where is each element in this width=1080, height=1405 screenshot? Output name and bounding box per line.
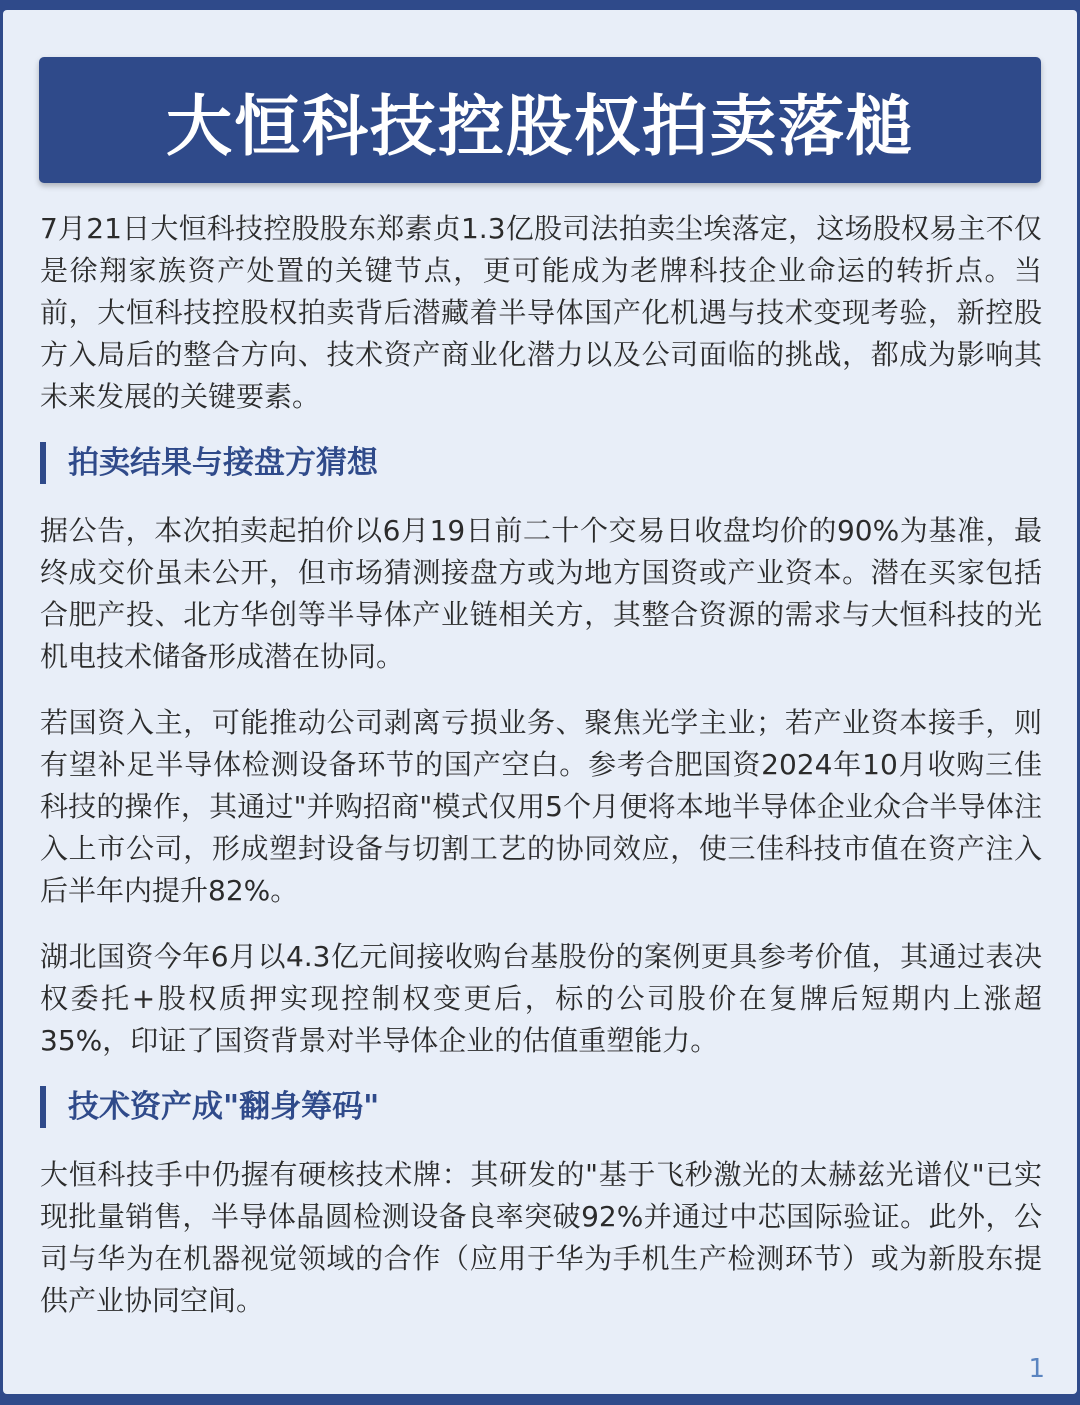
article-body <box>40 208 1042 1346</box>
section1-paragraph: 湖北国资今年6月以4.3亿元间接收购台基股份的案例更具参考价值，其通过表决权委托+股权质押实现控制权变更后，标的公司股价在复牌后短期内上涨超35%，印证了国资背景对半导体企业的估值重塑能力。 <box>40 940 1042 1057</box>
section1-paragraph: 据公告，本次拍卖起拍价以6月19日前二十个交易日收盘均价的90%为基准，最终成交价虽未公开，但市场猜测接盘方或为地方国资或产业资本。潜在买家包括合肥产投、北方华创等半导体产业链相关方，其整合资源的需求与大恒科技的光机电技术储备形成潜在协同。 <box>40 514 1042 673</box>
section-heading-tech-assets: 技术资产成"翻身筹码" <box>40 1086 1042 1128</box>
intro-paragraph: 7月21日大恒科技控股股东郑素贞1.3亿股司法拍卖尘埃落定，这场股权易主不仅是徐翔家族资产处置的关键节点，更可能成为老牌科技企业命运的转折点。当前，大恒科技控股权拍卖背后潜藏着半导体国产化机遇与技术变现考验，新控股方入局后的整合方向、技术资产商业化潜力以及公司面临的挑战，都成为影响其未来发展的关键要素。 <box>40 212 1042 413</box>
section2-paragraph: 大恒科技手中仍握有硬核技术牌：其研发的"基于飞秒激光的太赫兹光谱仪"已实现批量销售，半导体晶圆检测设备良率突破92%并通过中芯国际验证。此外，公司与华为在机器视觉领域的合作（应用于华为手机生产检测环节）或为新股东提供产业协同空间。 <box>40 1158 1042 1317</box>
page-title: 大恒科技控股权拍卖落槌 <box>166 87 914 165</box>
page-number: 1 <box>1028 1354 1045 1384</box>
section1-paragraph: 若国资入主，可能推动公司剥离亏损业务、聚焦光学主业；若产业资本接手，则有望补足半导体检测设备环节的国产空白。参考合肥国资2024年10月收购三佳科技的操作，其通过"并购招商"模式仅用5个月便将本地半导体企业众合半导体注入上市公司，形成塑封设备与切割工艺的协同效应，使三佳科技市值在资产注入后半年内提升82%。 <box>40 706 1042 907</box>
section-heading-auction: 拍卖结果与接盘方猜想 <box>40 442 1042 484</box>
document-page <box>3 10 1077 1394</box>
title-banner <box>39 57 1041 183</box>
